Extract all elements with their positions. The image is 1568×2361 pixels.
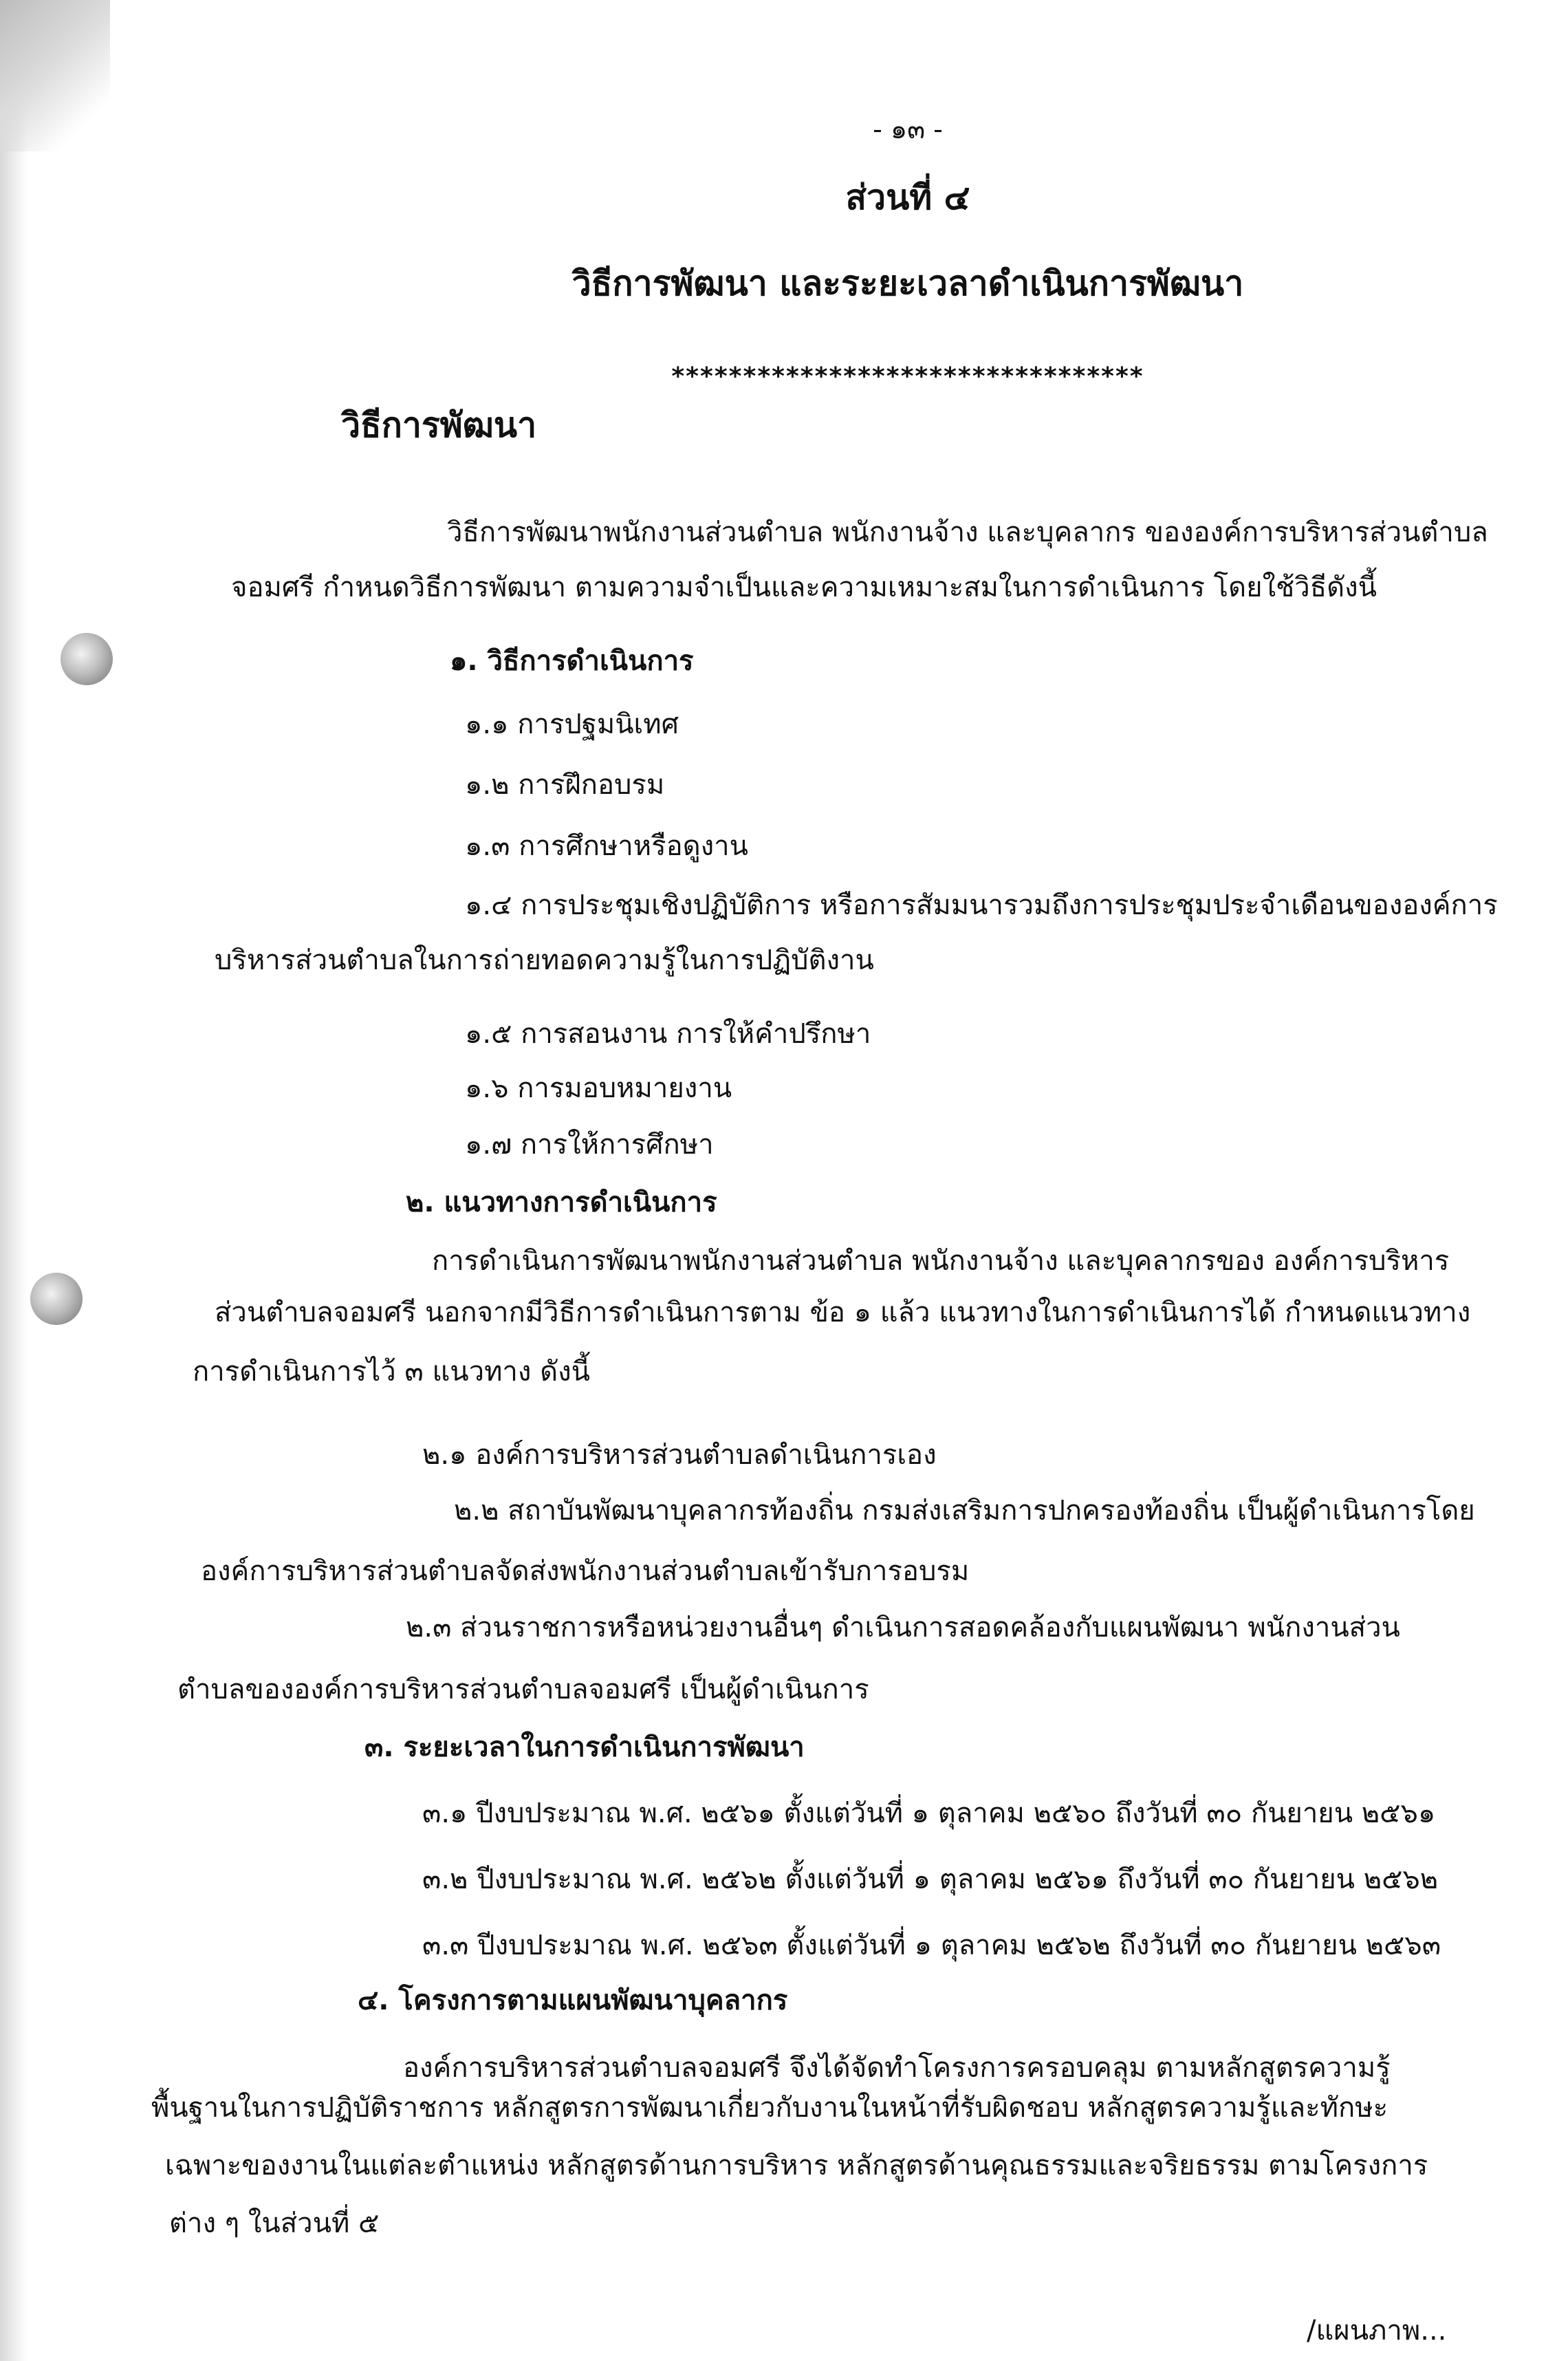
sec4-paragraph-line: องค์การบริหารส่วนตำบลจอมศรี จึงได้จัดทำโครงการครอบคลุม ตามหลักสูตรความรู้ (403, 2052, 1391, 2084)
sec4-heading: ๔. โครงการตามแผนพัฒนาบุคลากร (358, 1985, 788, 2016)
sec1-item: ๑.๑ การปฐมนิเทศ (465, 709, 679, 740)
sec4-paragraph-line: เฉพาะของงานในแต่ละตำแหน่ง หลักสูตรด้านการบริหาร หลักสูตรด้านคุณธรรมและจริยธรรม ตามโครงการ (165, 2150, 1428, 2181)
sec2-heading: ๒. แนวทางการดำเนินการ (406, 1187, 717, 1218)
sec3-item: ๓.๒ ปีงบประมาณ พ.ศ. ๒๕๖๒ ตั้งแต่วันที่ ๑ ตุลาคม ๒๕๖๑ ถึงวันที่ ๓๐ กันยายน ๒๕๖๒ (422, 1864, 1439, 1895)
sec2-paragraph-line: การดำเนินการไว้ ๓ แนวทาง ดังนี้ (193, 1356, 590, 1388)
sec1-item: ๑.๓ การศึกษาหรือดูงาน (465, 830, 748, 862)
sec1-item: ๑.๕ การสอนงาน การให้คำปรึกษา (465, 1018, 871, 1050)
sec2-item: ๒.๑ องค์การบริหารส่วนตำบลดำเนินการเอง (422, 1439, 937, 1471)
intro-line-2: จอมศรี กำหนดวิธีการพัฒนา ตามความจำเป็นและความเหมาะสมในการดำเนินการ โดยใช้วิธีดังนี้ (231, 572, 1377, 603)
sec1-item: ๑.๖ การมอบหมายงาน (465, 1072, 732, 1104)
intro-line-1: วิธีการพัฒนาพนักงานส่วนตำบล พนักงานจ้าง และบุคลากร ขององค์การบริหารส่วนตำบล (447, 517, 1488, 548)
sec1-item: ๑.๔ การประชุมเชิงปฏิบัติการ หรือการสัมมนารวมถึงการประชุมประจำเดือนขององค์การ (465, 890, 1498, 921)
folded-corner-shadow (0, 0, 110, 151)
sec2-item-continued: ตำบลขององค์การบริหารส่วนตำบลจอมศรี เป็นผู้ดำเนินการ (177, 1674, 869, 1705)
punch-hole-bottom (30, 1273, 83, 1325)
sec3-item: ๓.๓ ปีงบประมาณ พ.ศ. ๒๕๖๓ ตั้งแต่วันที่ ๑ ตุลาคม ๒๕๖๒ ถึงวันที่ ๓๐ กันยายน ๒๕๖๓ (422, 1930, 1441, 1961)
sec4-paragraph-line: พื้นฐานในการปฏิบัติราชการ หลักสูตรการพัฒนาเกี่ยวกับงานในหน้าที่รับผิดชอบ หลักสูตรความรู้และทักษะ (151, 2092, 1389, 2124)
sec2-item: ๒.๓ ส่วนราชการหรือหน่วยงานอื่นๆ ดำเนินการสอดคล้องกับแผนพัฒนา พนักงานส่วน (406, 1612, 1400, 1643)
sec2-paragraph-line: ส่วนตำบลจอมศรี นอกจากมีวิธีการดำเนินการตาม ข้อ ๑ แล้ว แนวทางในการดำเนินการได้ กำหนดแนวทาง (215, 1297, 1471, 1328)
part-title: ส่วนที่ ๔ (845, 177, 970, 217)
section-heading: วิธีการพัฒนา (341, 405, 537, 445)
page-edge-shadow (0, 0, 28, 2361)
sec2-paragraph-line: การดำเนินการพัฒนาพนักงานส่วนตำบล พนักงานจ้าง และบุคลากรของ องค์การบริหาร (432, 1245, 1450, 1277)
sec1-heading: ๑. วิธีการดำเนินการ (450, 645, 694, 677)
sec3-item: ๓.๑ ปีงบประมาณ พ.ศ. ๒๕๖๑ ตั้งแต่วันที่ ๑ ตุลาคม ๒๕๖๐ ถึงวันที่ ๓๐ กันยายน ๒๕๖๑ (422, 1798, 1436, 1829)
sec2-item: ๒.๒ สถาบันพัฒนาบุคลากรท้องถิ่น กรมส่งเสริมการปกครองท้องถิ่น เป็นผู้ดำเนินการโดย (454, 1495, 1475, 1527)
sec2-item-continued: องค์การบริหารส่วนตำบลจัดส่งพนักงานส่วนตำบลเข้ารับการอบรม (201, 1555, 970, 1587)
sec3-heading: ๓. ระยะเวลาในการดำเนินการพัฒนา (364, 1732, 805, 1763)
sec1-item-continued: บริหารส่วนตำบลในการถ่ายทอดความรู้ในการปฏิบัติงาน (215, 945, 874, 976)
continuation-note: /แผนภาพ... (1307, 2315, 1447, 2347)
separator-line: ********************************* (671, 363, 1144, 391)
sec4-paragraph-line: ต่าง ๆ ในส่วนที่ ๕ (169, 2208, 380, 2239)
main-title: วิธีการพัฒนา และระยะเวลาดำเนินการพัฒนา (571, 263, 1244, 303)
sec1-item: ๑.๒ การฝึกอบรม (465, 769, 665, 801)
page-number: - ๑๓ - (873, 114, 943, 144)
punch-hole-top (61, 633, 113, 685)
sec1-item: ๑.๗ การให้การศึกษา (465, 1129, 714, 1161)
